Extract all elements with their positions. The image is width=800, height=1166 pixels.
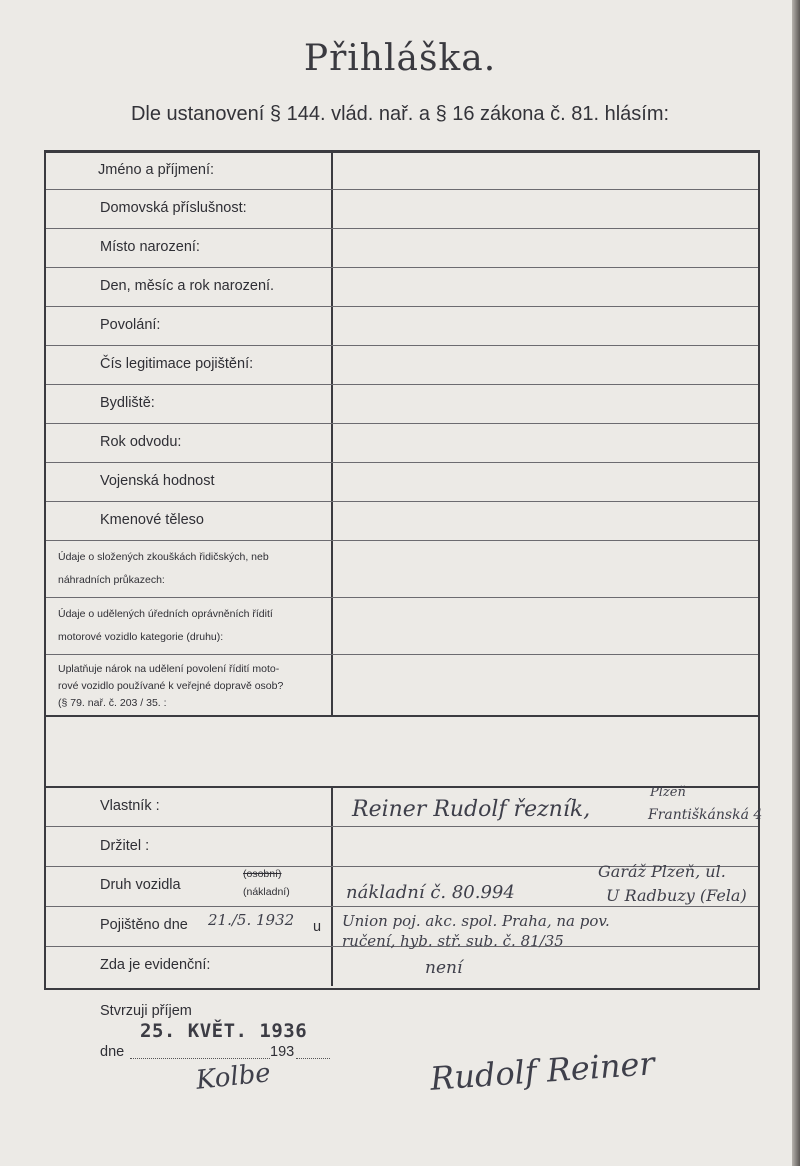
field-label-regiment: Kmenové těleso <box>100 512 204 528</box>
year-prefix: 193 <box>270 1044 295 1060</box>
handwritten-insurer-1: Union poj. akc. spol. Praha, na pov. <box>342 912 610 930</box>
handwritten-owner-name: Reiner Rudolf řezník, <box>352 797 591 822</box>
date-stamp: 25. KVĚT. 1936 <box>140 1020 308 1042</box>
field-label-birthplace: Místo narození: <box>100 239 200 255</box>
vehicle-option-personal: (osobní) <box>243 868 282 880</box>
handwritten-garage-2: U Radbuzy (Fela) <box>606 886 747 905</box>
field-label-claim-2: rové vozidlo používané k veřejné dopravě osob? <box>58 680 284 692</box>
date-dotted-line <box>130 1058 270 1059</box>
paper-edge <box>792 0 800 1166</box>
field-label-residence: Bydliště: <box>100 395 155 411</box>
field-label-name: Jméno a příjmení: <box>98 162 215 178</box>
form-subtitle: Dle ustanovení § 144. vlád. nař. a § 16 zákona č. 81. hlásím: <box>130 103 670 125</box>
handwritten-insurer-2: ručení, hyb. stř. sub. č. 81/35 <box>342 932 564 950</box>
field-label-vehicle-type: Druh vozidla <box>100 877 181 893</box>
field-label-owner: Vlastník : <box>100 798 160 814</box>
section-line <box>46 715 758 717</box>
field-label-holder: Držitel : <box>100 838 150 854</box>
row-line <box>46 345 758 346</box>
row-line <box>46 501 758 502</box>
signature-official: Kolbe <box>194 1058 273 1096</box>
vehicle-option-cargo: (nákladní) <box>243 886 290 898</box>
field-label-claim-3: (§ 79. nař. č. 203 / 35. : <box>58 697 167 709</box>
row-line <box>46 906 758 907</box>
field-label-registered: Zda je evidenční: <box>100 957 211 973</box>
handwritten-registered-answer: není <box>425 958 463 978</box>
handwritten-owner-city: Plzeň <box>650 785 686 800</box>
row-line <box>46 384 758 385</box>
date-label: dne <box>100 1044 125 1060</box>
handwritten-insured-date: 21./5. 1932 <box>208 911 295 929</box>
column-divider-upper <box>331 151 333 717</box>
row-line <box>46 228 758 229</box>
field-label-insured-on: Pojištěno dne <box>100 917 188 933</box>
field-label-insured-at: u <box>313 919 322 935</box>
column-divider-lower <box>331 788 333 986</box>
row-line <box>46 654 758 655</box>
row-line <box>46 423 758 424</box>
field-label-insurance-id: Čís legitimace pojištění: <box>100 356 254 372</box>
row-line <box>46 189 758 190</box>
handwritten-garage-1: Garáž Plzeň, ul. <box>598 862 726 881</box>
field-label-occupation: Povolání: <box>100 317 161 333</box>
form-title: Přihláška. <box>303 38 497 79</box>
year-dotted-line <box>296 1058 330 1059</box>
signature-applicant: Rudolf Reiner <box>428 1044 656 1098</box>
row-line <box>46 267 758 268</box>
field-label-exams-2: náhradních průkazech: <box>58 574 165 586</box>
confirm-receipt-label: Stvrzuji příjem <box>100 1003 192 1019</box>
field-label-citizenship: Domovská příslušnost: <box>100 200 247 216</box>
row-line <box>46 826 758 827</box>
field-label-draft-year: Rok odvodu: <box>100 434 182 450</box>
row-line <box>46 462 758 463</box>
field-label-licenses-1: Údaje o udělených úředních oprávněních řídití <box>58 608 273 620</box>
row-line <box>46 597 758 598</box>
row-line <box>46 306 758 307</box>
field-label-exams-1: Údaje o složených zkouškách řidičských, neb <box>58 551 269 563</box>
field-label-licenses-2: motorové vozidlo kategorie (druhu): <box>58 631 224 643</box>
handwritten-owner-street: Františkánská 4 <box>648 807 763 823</box>
row-line <box>46 540 758 541</box>
field-label-claim-1: Uplatňuje nárok na udělení povolení řídití moto- <box>58 663 280 675</box>
field-label-military-rank: Vojenská hodnost <box>100 473 215 489</box>
handwritten-vehicle-type: nákladní č. 80.994 <box>346 882 515 903</box>
field-label-birthdate: Den, měsíc a rok narození. <box>100 278 275 294</box>
